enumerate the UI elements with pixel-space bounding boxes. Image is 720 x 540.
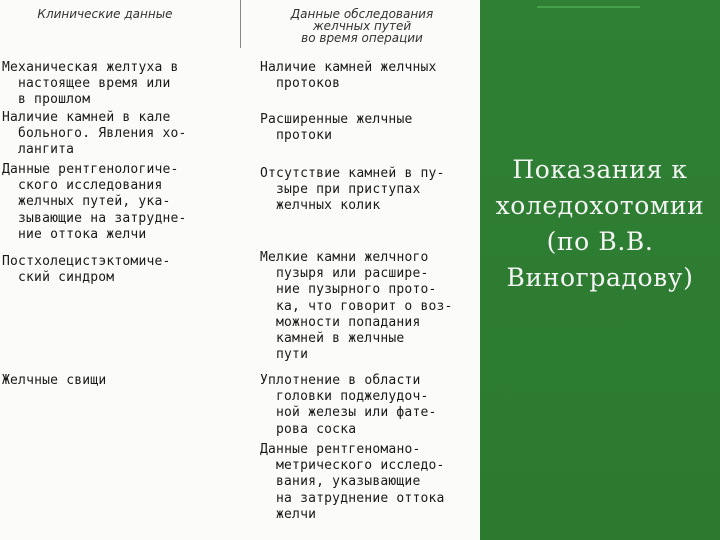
cell-line: пузыря или расшире- bbox=[276, 266, 429, 282]
cell-line: Отсутствие камней в пу- bbox=[260, 166, 445, 181]
right-cell-2 bbox=[260, 112, 413, 144]
slide-title bbox=[480, 152, 720, 296]
cell-line: лангита bbox=[18, 142, 75, 158]
title-line: холедохотомии bbox=[495, 191, 705, 220]
left-cell-5 bbox=[2, 373, 106, 389]
header-clinical-data bbox=[30, 8, 180, 20]
left-cell-4 bbox=[2, 254, 171, 286]
cell-line: вания, указывающие bbox=[276, 474, 421, 490]
cell-line: ского исследования bbox=[18, 178, 163, 194]
cell-line: можности попадания bbox=[276, 314, 421, 330]
cell-line: протоков bbox=[276, 76, 341, 92]
left-cell-3 bbox=[2, 162, 187, 243]
cell-line: Мелкие камни желчного bbox=[260, 250, 429, 265]
header-line: Клинические данные bbox=[37, 7, 173, 21]
title-line: (по В.В. bbox=[546, 227, 654, 256]
cell-line: ной железы или фате- bbox=[276, 405, 437, 421]
title-line: Показания к bbox=[512, 155, 688, 184]
panel-accent-line bbox=[537, 6, 640, 8]
cell-line: желчных колик bbox=[276, 198, 381, 214]
cell-line: ние оттока желчи bbox=[18, 226, 147, 242]
cell-line: ние пузырного прото- bbox=[276, 282, 437, 298]
cell-line: Желчные свищи bbox=[2, 373, 107, 388]
cell-line: Постхолецистэктомиче- bbox=[2, 254, 171, 269]
right-cell-6 bbox=[260, 442, 445, 523]
title-line: Виноградову) bbox=[506, 263, 694, 292]
cell-line: больного. Явления хо- bbox=[18, 126, 187, 142]
cell-line: желчи bbox=[276, 506, 317, 522]
cell-line: Наличие камней в кале bbox=[2, 110, 171, 125]
header-line: Данные обследования bbox=[290, 7, 434, 21]
cell-line: головки поджелудоч- bbox=[276, 389, 429, 405]
cell-line: в прошлом bbox=[18, 92, 91, 108]
cell-line: Наличие камней желчных bbox=[260, 60, 437, 75]
cell-line: зывающие на затрудне- bbox=[18, 210, 187, 226]
cell-line: Механическая желтуха в bbox=[2, 60, 179, 75]
cell-line: ка, что говорит о воз- bbox=[276, 298, 453, 314]
left-cell-2 bbox=[2, 110, 187, 159]
right-cell-3 bbox=[260, 166, 445, 215]
cell-line: пути bbox=[276, 347, 309, 363]
cell-line: зыре при приступах bbox=[276, 182, 421, 198]
cell-line: ский синдром bbox=[18, 270, 115, 286]
header-survey-data bbox=[272, 8, 452, 44]
cell-line: протоки bbox=[276, 128, 333, 144]
cell-line: Расширенные желчные bbox=[260, 112, 413, 127]
cell-line: Данные рентгенологиче- bbox=[2, 162, 179, 177]
cell-line: камней в желчные bbox=[276, 331, 405, 347]
right-cell-1 bbox=[260, 60, 437, 92]
cell-line: настоящее время или bbox=[18, 76, 171, 92]
right-cell-5 bbox=[260, 373, 437, 438]
left-cell-1 bbox=[2, 60, 179, 109]
cell-line: желчных путей, ука- bbox=[18, 194, 171, 210]
cell-line: Уплотнение в области bbox=[260, 373, 421, 388]
cell-line: рова соска bbox=[276, 421, 357, 437]
cell-line: метрического исследо- bbox=[276, 458, 445, 474]
header-line: желчных путей bbox=[312, 19, 412, 33]
header-line: во время операции bbox=[301, 31, 423, 45]
cell-line: Данные рентгеномано- bbox=[260, 442, 421, 457]
right-cell-4 bbox=[260, 250, 453, 363]
column-divider bbox=[240, 0, 241, 48]
cell-line: на затруднение оттока bbox=[276, 490, 445, 506]
